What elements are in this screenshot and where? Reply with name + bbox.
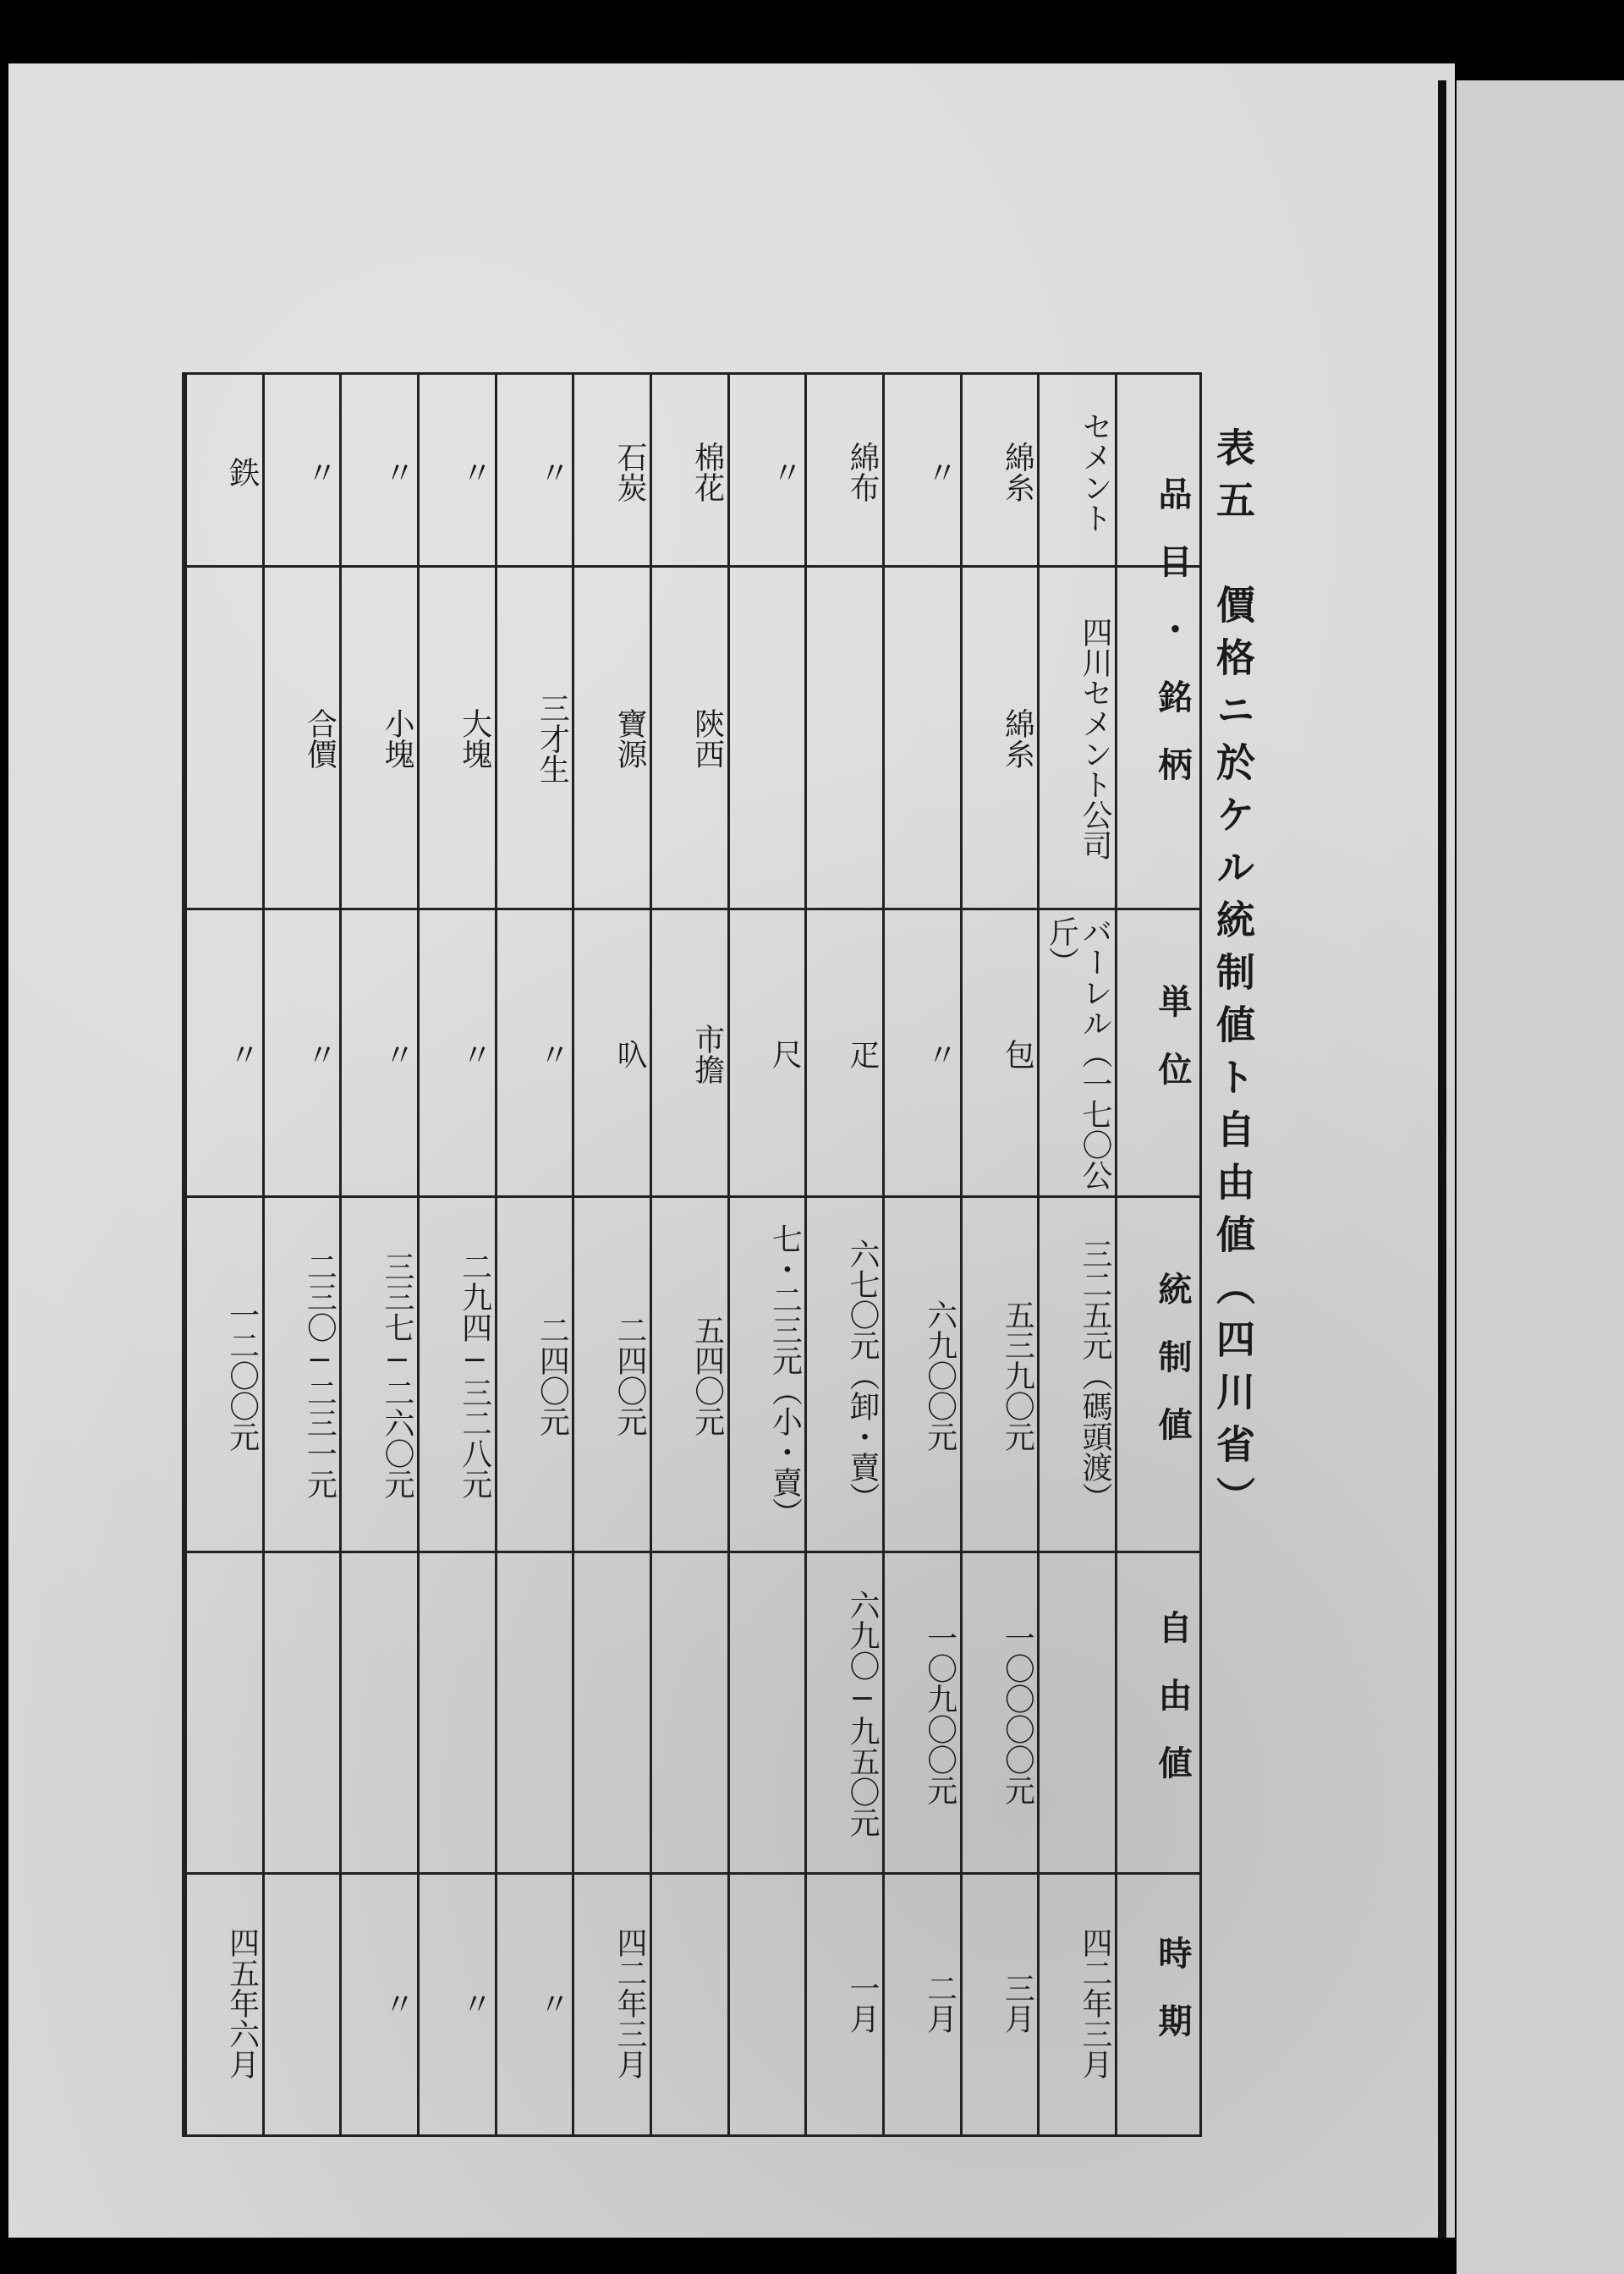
rule (184, 375, 187, 2134)
header-item: 品目・銘柄 (1153, 476, 1193, 815)
rule (882, 375, 885, 2134)
cell-unit: 〃 (302, 1038, 337, 1069)
table-title: 表五 價格ニ於ケル統制値ト自由値（四川省） (1210, 427, 1256, 1529)
cell-brand: 小塊 (379, 708, 414, 769)
header-unit: 単位 (1153, 984, 1193, 1119)
cell-item: 〃 (535, 457, 570, 487)
cell-item: 〃 (379, 457, 414, 487)
cell-controlled: 二九四−三二八元 (457, 1251, 492, 1499)
cell-controlled: 三三七−二六〇元 (379, 1251, 414, 1499)
cell-item: 綿布 (844, 442, 880, 503)
cell-free (731, 1559, 802, 1868)
binding-edge (1438, 80, 1446, 2238)
rule (572, 375, 574, 2134)
cell-item: 石炭 (612, 442, 647, 503)
rule (1037, 375, 1040, 2134)
cell-item: 綿糸 (1000, 442, 1035, 503)
cell-brand (886, 574, 957, 904)
cell-period: 四五年六月 (224, 1927, 260, 2079)
cell-free: 一〇〇〇〇元 (1000, 1622, 1035, 1805)
cell-unit: 叺 (612, 1038, 647, 1069)
cell-brand: 合價 (302, 708, 337, 769)
cell-controlled: 六九〇〇元 (922, 1299, 957, 1452)
cell-period (266, 1881, 337, 2126)
cell-unit: 〃 (922, 1038, 957, 1069)
cell-brand: 四川セメント公司 (1077, 617, 1112, 860)
cell-free: 一〇九〇〇元 (922, 1622, 957, 1805)
cell-period (653, 1881, 724, 2126)
rule (262, 375, 265, 2134)
cell-period: 〃 (535, 1988, 570, 2019)
cell-controlled: 二四〇元 (612, 1314, 647, 1436)
cell-controlled: 五三九〇元 (1000, 1299, 1035, 1452)
cell-unit: 疋 (844, 1038, 880, 1069)
cell-free (266, 1559, 337, 1868)
rule (650, 375, 652, 2134)
cell-free (343, 1559, 414, 1868)
adjacent-page-edge (1457, 80, 1624, 2274)
cell-unit: バーレル（一七〇公斤） (1044, 916, 1112, 1190)
cell-period: 〃 (379, 1988, 414, 2019)
header-controlled: 統制値 (1153, 1272, 1193, 1475)
cell-unit: 〃 (535, 1038, 570, 1069)
cell-free (1040, 1559, 1111, 1868)
cell-unit: 〃 (457, 1038, 492, 1069)
header-free: 自由値 (1153, 1610, 1193, 1813)
cell-period: 三月 (1000, 1973, 1035, 2034)
cell-brand: 綿糸 (1000, 708, 1035, 769)
rule (960, 375, 963, 2134)
cell-free (653, 1559, 724, 1868)
rule (184, 1195, 1199, 1198)
cell-period: 四二年三月 (612, 1927, 647, 2079)
cell-unit: 〃 (224, 1038, 260, 1069)
cell-free (420, 1559, 491, 1868)
rule (184, 908, 1199, 910)
cell-item: 鉄 (224, 457, 260, 487)
cell-period: 二月 (922, 1973, 957, 2034)
cell-item: 棉花 (689, 442, 725, 503)
rule (184, 1551, 1199, 1553)
cell-unit: 尺 (767, 1038, 803, 1069)
rule (1115, 375, 1117, 2134)
cell-unit: 〃 (379, 1038, 414, 1069)
cell-free (575, 1559, 646, 1868)
cell-brand (808, 574, 879, 904)
rule (184, 565, 1199, 568)
cell-controlled: 一二〇〇元 (224, 1299, 260, 1452)
cell-item: 〃 (302, 457, 337, 487)
cell-period: 一月 (844, 1973, 880, 2034)
cell-unit: 市擔 (689, 1023, 725, 1085)
cell-controlled: 五四〇元 (689, 1314, 725, 1436)
cell-controlled: 七・二三元（小・賣） (767, 1222, 803, 1528)
cell-brand: 大塊 (457, 708, 492, 769)
price-table (182, 372, 1202, 2137)
header-period: 時期 (1153, 1936, 1193, 2071)
rule (495, 375, 497, 2134)
cell-item: 〃 (922, 457, 957, 487)
rule (417, 375, 420, 2134)
cell-item: 〃 (457, 457, 492, 487)
rule (804, 375, 807, 2134)
cell-controlled: 六七〇元（卸・賣） (844, 1238, 880, 1513)
cell-controlled: 二三〇−二三一元 (302, 1251, 337, 1499)
rule (727, 375, 730, 2134)
cell-brand: 陝西 (689, 708, 725, 769)
cell-free: 六九〇−九五〇元 (844, 1590, 880, 1837)
cell-item: 〃 (767, 457, 803, 487)
cell-free (188, 1559, 259, 1868)
cell-brand (731, 574, 802, 904)
cell-brand: 三才生 (535, 693, 570, 784)
cell-controlled: 二四〇元 (535, 1314, 570, 1436)
cell-period: 四二年三月 (1077, 1927, 1112, 2079)
cell-period (731, 1881, 802, 2126)
cell-controlled: 三二五元（碼頭渡） (1077, 1238, 1112, 1513)
cell-item: セメント (1077, 411, 1112, 533)
cell-period: 〃 (457, 1988, 492, 2019)
cell-free (498, 1559, 569, 1868)
rule (184, 1872, 1199, 1875)
cell-brand (188, 574, 259, 904)
rule (339, 375, 342, 2134)
cell-brand: 寶源 (612, 708, 647, 769)
cell-unit: 包 (1000, 1038, 1035, 1069)
